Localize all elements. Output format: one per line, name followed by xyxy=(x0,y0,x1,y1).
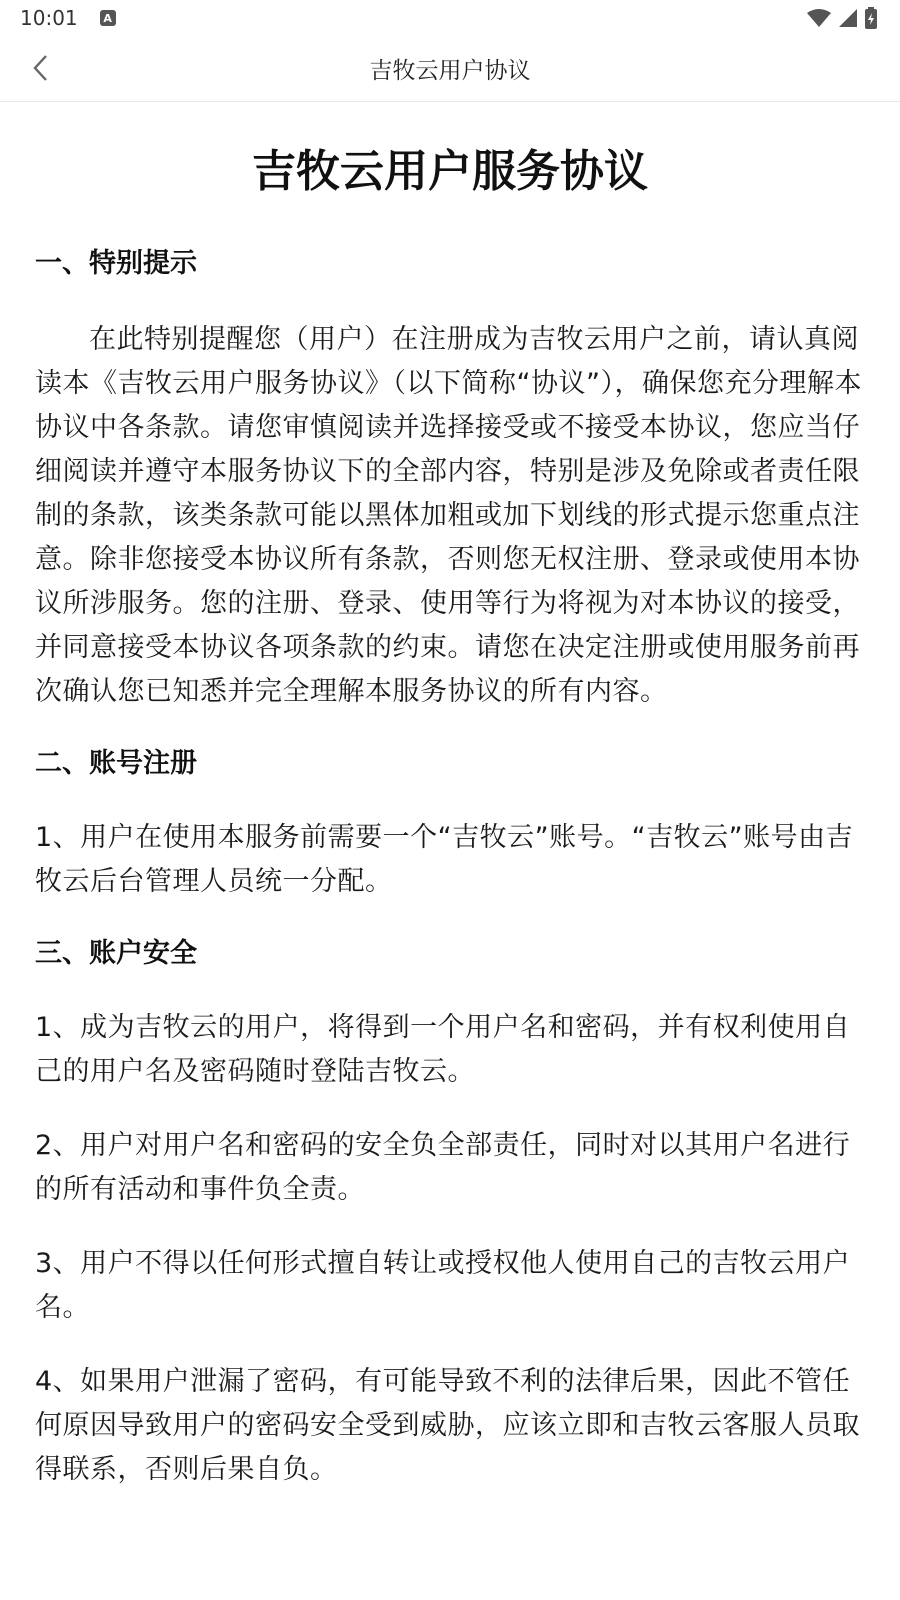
title-bar xyxy=(0,36,900,102)
paragraph: 1、用户在使用本服务前需要一个“吉牧云”账号。“吉牧云”账号由吉牧云后台管理人员统一分配。 xyxy=(35,822,854,897)
agreement-content xyxy=(35,102,865,1492)
paragraph: 3、用户不得以任何形式擅自转让或授权他人使用自己的吉牧云用户名。 xyxy=(35,1248,851,1323)
wifi-icon xyxy=(806,8,832,28)
battery-icon xyxy=(864,7,878,29)
back-button[interactable] xyxy=(22,50,58,86)
paragraph: 1、成为吉牧云的用户，将得到一个用户名和密码，并有权利使用自己的用户名及密码随时登陆吉牧云。 xyxy=(35,1012,851,1087)
signal-icon xyxy=(838,8,858,28)
section-heading: 一、特别提示 xyxy=(35,248,197,279)
paragraph: 4、如果用户泄漏了密码，有可能导致不利的法律后果，因此不管任何原因导致用户的密码安全受到威胁，应该立即和吉牧云客服人员取得联系，否则后果自负。 xyxy=(35,1366,860,1485)
status-time: 10:01 xyxy=(20,6,78,30)
document-title: 吉牧云用户服务协议 xyxy=(252,146,648,197)
notification-icon: A xyxy=(100,10,116,26)
section-heading: 三、账户安全 xyxy=(35,938,197,969)
status-bar xyxy=(0,0,900,36)
paragraph: 2、用户对用户名和密码的安全负全部责任，同时对以其用户名进行的所有活动和事件负全责。 xyxy=(35,1130,851,1205)
section-heading: 二、账号注册 xyxy=(35,748,197,779)
nav-title: 吉牧云用户协议 xyxy=(369,58,531,84)
paragraph: 在此特别提醒您（用户）在注册成为吉牧云用户之前，请认真阅读本《吉牧云用户服务协议》（以下简称“协议”），确保您充分理解本协议中各条款。请您审慎阅读并选择接受或不接受本协议，您应当仔细阅读并遵守本服务协议下的全部内容，特别是涉及免除或者责任限制的条款，该类条款可能以黑体加粗或加下划线的形式提示您重点注意。除非您接受本协议所有条款，否则您无权注册、登录或使用本协议所涉服务。您的注册、登录、使用等行为将视为对本协议的接受，并同意接受本协议各项条款的约束。请您在决定注册或使用服务前再次确认您已知悉并完全理解本服务协议的所有内容。 xyxy=(35,324,862,707)
chevron-left-icon xyxy=(31,54,49,82)
